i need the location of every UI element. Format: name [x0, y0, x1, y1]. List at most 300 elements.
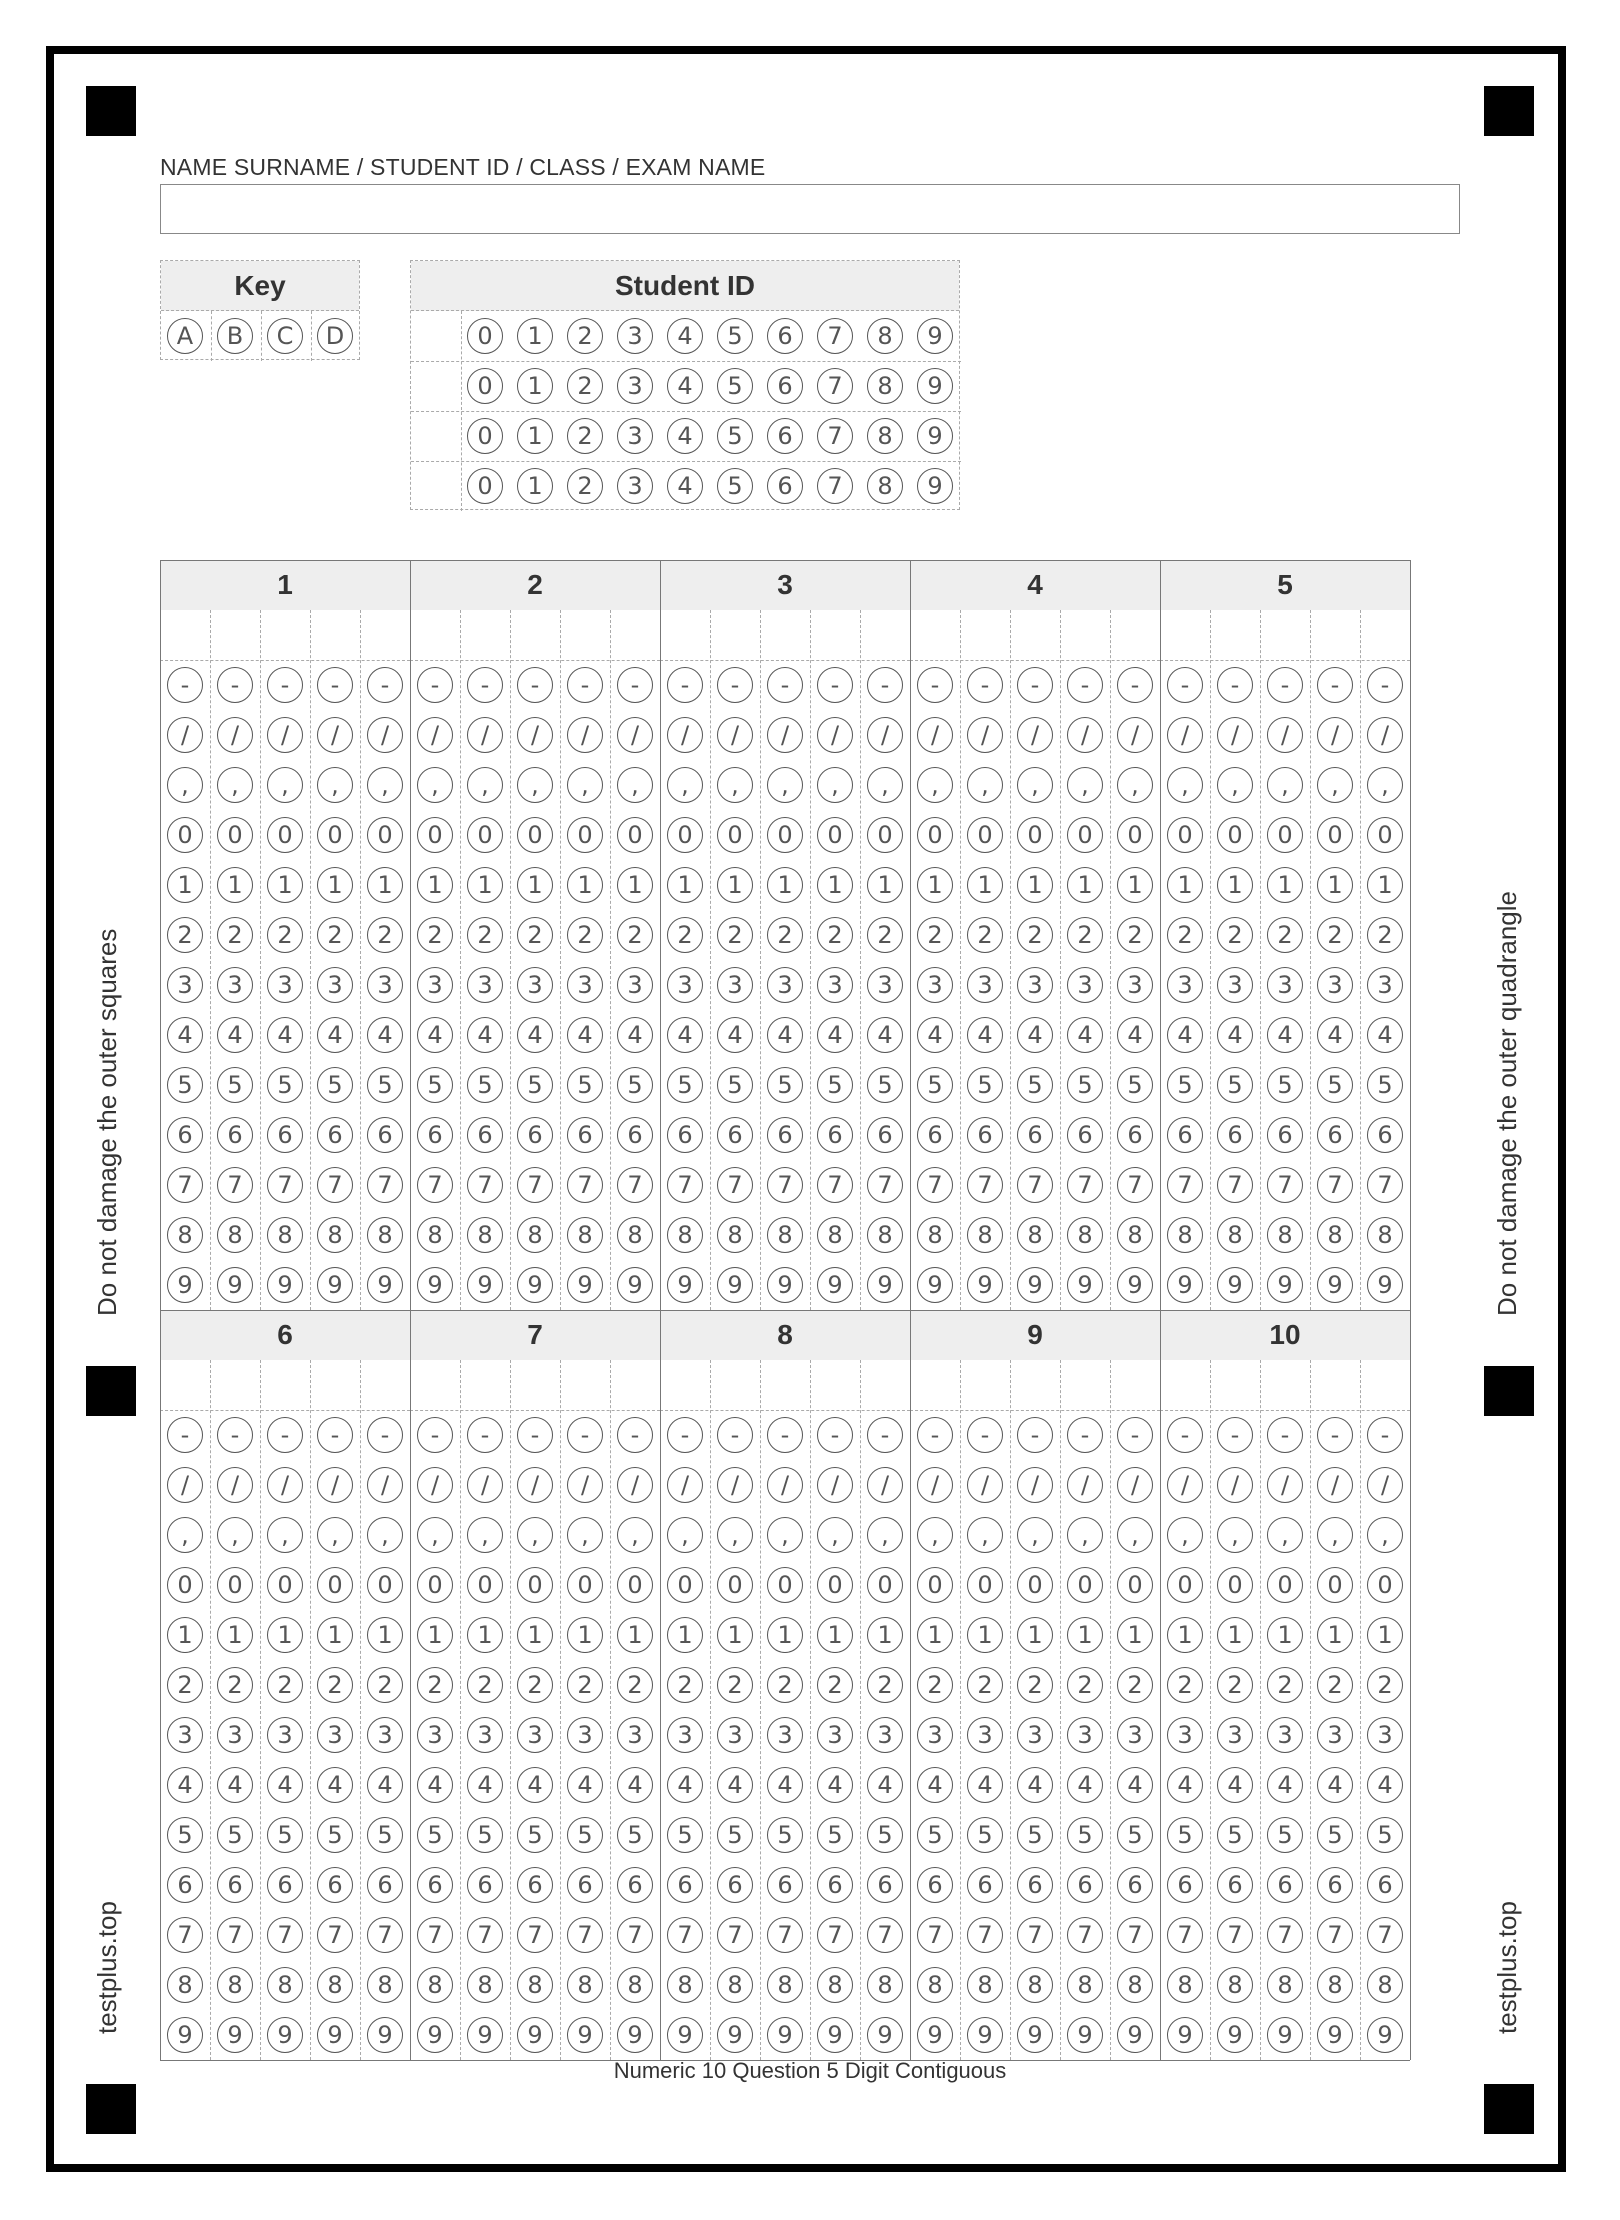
answer-bubble[interactable]: 7	[967, 1167, 1003, 1203]
answer-bubble[interactable]: 4	[167, 1017, 203, 1053]
answer-bubble[interactable]: 4	[417, 1767, 453, 1803]
answer-bubble[interactable]: 8	[617, 1967, 653, 2003]
answer-bubble[interactable]: 7	[817, 1167, 853, 1203]
answer-bubble[interactable]: 3	[467, 967, 503, 1003]
answer-bubble[interactable]: ,	[567, 1517, 603, 1553]
answer-bubble[interactable]: 7	[267, 1917, 303, 1953]
answer-bubble[interactable]: 8	[517, 1217, 553, 1253]
answer-bubble[interactable]: 4	[667, 1017, 703, 1053]
answer-bubble[interactable]: 7	[867, 1167, 903, 1203]
answer-bubble[interactable]: 7	[867, 1917, 903, 1953]
key-bubble-c[interactable]: C	[267, 318, 303, 354]
answer-bubble[interactable]: 5	[217, 1817, 253, 1853]
answer-bubble[interactable]: 9	[1017, 2017, 1053, 2053]
answer-bubble[interactable]: 2	[1367, 1667, 1403, 1703]
answer-bubble[interactable]: ,	[1017, 1517, 1053, 1553]
answer-bubble[interactable]: 6	[1317, 1867, 1353, 1903]
student-id-bubble[interactable]: 6	[767, 418, 803, 454]
answer-bubble[interactable]: 1	[717, 1617, 753, 1653]
answer-bubble[interactable]: 5	[517, 1817, 553, 1853]
answer-write-cell[interactable]	[1010, 610, 1060, 660]
answer-bubble[interactable]: /	[917, 1467, 953, 1503]
answer-bubble[interactable]: 5	[167, 1067, 203, 1103]
answer-bubble[interactable]: /	[1017, 1467, 1053, 1503]
answer-bubble[interactable]: 2	[1217, 1667, 1253, 1703]
answer-bubble[interactable]: 6	[1217, 1117, 1253, 1153]
answer-bubble[interactable]: 5	[717, 1067, 753, 1103]
answer-bubble[interactable]: ,	[417, 767, 453, 803]
answer-bubble[interactable]: 3	[1167, 1717, 1203, 1753]
answer-bubble[interactable]: 9	[1367, 1267, 1403, 1303]
answer-bubble[interactable]: 3	[1267, 967, 1303, 1003]
answer-bubble[interactable]: 2	[1367, 917, 1403, 953]
answer-bubble[interactable]: 5	[167, 1817, 203, 1853]
answer-bubble[interactable]: 0	[1217, 1567, 1253, 1603]
answer-bubble[interactable]: 0	[317, 1567, 353, 1603]
answer-bubble[interactable]: /	[1367, 1467, 1403, 1503]
answer-bubble[interactable]: 5	[467, 1817, 503, 1853]
answer-bubble[interactable]: 6	[167, 1117, 203, 1153]
answer-bubble[interactable]: -	[167, 667, 203, 703]
answer-bubble[interactable]: 6	[367, 1117, 403, 1153]
answer-bubble[interactable]: 8	[167, 1967, 203, 2003]
answer-write-cell[interactable]	[1210, 1360, 1260, 1410]
answer-bubble[interactable]: 5	[1017, 1067, 1053, 1103]
answer-bubble[interactable]: 4	[1217, 1017, 1253, 1053]
answer-bubble[interactable]: 7	[467, 1167, 503, 1203]
student-id-bubble[interactable]: 1	[517, 418, 553, 454]
answer-bubble[interactable]: 4	[967, 1017, 1003, 1053]
answer-bubble[interactable]: 4	[1267, 1017, 1303, 1053]
answer-bubble[interactable]: 8	[467, 1967, 503, 2003]
answer-bubble[interactable]: 3	[867, 967, 903, 1003]
answer-bubble[interactable]: 1	[167, 867, 203, 903]
answer-bubble[interactable]: 0	[367, 817, 403, 853]
answer-bubble[interactable]: 2	[917, 1667, 953, 1703]
student-id-bubble[interactable]: 9	[917, 418, 953, 454]
answer-bubble[interactable]: 8	[267, 1217, 303, 1253]
answer-bubble[interactable]: -	[467, 667, 503, 703]
answer-bubble[interactable]: 9	[267, 1267, 303, 1303]
answer-bubble[interactable]: 5	[667, 1817, 703, 1853]
student-id-bubble[interactable]: 3	[617, 468, 653, 504]
answer-bubble[interactable]: /	[467, 1467, 503, 1503]
answer-bubble[interactable]: 7	[617, 1167, 653, 1203]
answer-bubble[interactable]: 6	[1117, 1867, 1153, 1903]
answer-bubble[interactable]: -	[617, 667, 653, 703]
answer-bubble[interactable]: ,	[267, 767, 303, 803]
answer-bubble[interactable]: 7	[467, 1917, 503, 1953]
answer-bubble[interactable]: ,	[967, 767, 1003, 803]
answer-bubble[interactable]: 1	[1217, 1617, 1253, 1653]
answer-bubble[interactable]: 7	[167, 1167, 203, 1203]
answer-bubble[interactable]: /	[417, 717, 453, 753]
answer-bubble[interactable]: -	[1117, 667, 1153, 703]
student-id-write-cell[interactable]	[411, 311, 461, 361]
answer-bubble[interactable]: 8	[1017, 1217, 1053, 1253]
answer-write-cell[interactable]	[360, 1360, 410, 1410]
answer-bubble[interactable]: 1	[367, 1617, 403, 1653]
answer-bubble[interactable]: ,	[717, 767, 753, 803]
student-id-bubble[interactable]: 5	[717, 468, 753, 504]
answer-bubble[interactable]: 5	[917, 1067, 953, 1103]
answer-bubble[interactable]: 4	[967, 1767, 1003, 1803]
answer-bubble[interactable]: 0	[1067, 817, 1103, 853]
answer-bubble[interactable]: 2	[1117, 1667, 1153, 1703]
student-id-write-cell[interactable]	[411, 461, 461, 511]
answer-bubble[interactable]: 2	[817, 1667, 853, 1703]
answer-bubble[interactable]: 0	[1117, 817, 1153, 853]
student-id-bubble[interactable]: 4	[667, 368, 703, 404]
answer-bubble[interactable]: 7	[217, 1167, 253, 1203]
answer-write-cell[interactable]	[910, 1360, 960, 1410]
answer-bubble[interactable]: 5	[617, 1817, 653, 1853]
answer-bubble[interactable]: 0	[967, 1567, 1003, 1603]
answer-bubble[interactable]: 2	[167, 1667, 203, 1703]
answer-bubble[interactable]: 0	[1317, 817, 1353, 853]
answer-bubble[interactable]: ,	[967, 1517, 1003, 1553]
answer-bubble[interactable]: 4	[1217, 1767, 1253, 1803]
answer-bubble[interactable]: ,	[1217, 767, 1253, 803]
answer-bubble[interactable]: 9	[517, 1267, 553, 1303]
answer-bubble[interactable]: -	[767, 667, 803, 703]
answer-bubble[interactable]: 6	[867, 1867, 903, 1903]
answer-bubble[interactable]: 7	[767, 1167, 803, 1203]
answer-bubble[interactable]: 0	[967, 817, 1003, 853]
answer-bubble[interactable]: /	[567, 717, 603, 753]
answer-bubble[interactable]: 1	[767, 867, 803, 903]
answer-write-cell[interactable]	[660, 610, 710, 660]
answer-bubble[interactable]: 5	[1217, 1817, 1253, 1853]
answer-bubble[interactable]: 3	[967, 967, 1003, 1003]
answer-bubble[interactable]: /	[217, 1467, 253, 1503]
answer-bubble[interactable]: 4	[467, 1767, 503, 1803]
answer-bubble[interactable]: -	[1067, 1417, 1103, 1453]
answer-bubble[interactable]: 0	[167, 1567, 203, 1603]
student-id-bubble[interactable]: 3	[617, 368, 653, 404]
answer-bubble[interactable]: 0	[917, 817, 953, 853]
answer-bubble[interactable]: 9	[217, 2017, 253, 2053]
student-id-bubble[interactable]: 5	[717, 418, 753, 454]
answer-bubble[interactable]: /	[1117, 1467, 1153, 1503]
answer-bubble[interactable]: /	[167, 717, 203, 753]
answer-bubble[interactable]: /	[867, 717, 903, 753]
answer-bubble[interactable]: 4	[317, 1767, 353, 1803]
answer-bubble[interactable]: 2	[1267, 917, 1303, 953]
answer-bubble[interactable]: 9	[167, 2017, 203, 2053]
answer-bubble[interactable]: /	[867, 1467, 903, 1503]
answer-bubble[interactable]: 0	[767, 817, 803, 853]
answer-bubble[interactable]: /	[617, 717, 653, 753]
answer-bubble[interactable]: -	[167, 1417, 203, 1453]
answer-bubble[interactable]: -	[967, 667, 1003, 703]
answer-bubble[interactable]: /	[317, 717, 353, 753]
answer-bubble[interactable]: /	[917, 717, 953, 753]
answer-bubble[interactable]: 9	[1167, 1267, 1203, 1303]
answer-bubble[interactable]: 7	[267, 1167, 303, 1203]
answer-bubble[interactable]: ,	[267, 1517, 303, 1553]
answer-bubble[interactable]: 7	[1017, 1167, 1053, 1203]
answer-bubble[interactable]: 8	[917, 1967, 953, 2003]
answer-write-cell[interactable]	[460, 610, 510, 660]
answer-bubble[interactable]: 5	[1117, 1067, 1153, 1103]
answer-bubble[interactable]: 7	[1267, 1167, 1303, 1203]
answer-bubble[interactable]: 4	[1367, 1017, 1403, 1053]
answer-bubble[interactable]: 8	[217, 1967, 253, 2003]
answer-bubble[interactable]: 4	[617, 1017, 653, 1053]
answer-bubble[interactable]: 4	[317, 1017, 353, 1053]
answer-write-cell[interactable]	[360, 610, 410, 660]
answer-bubble[interactable]: ,	[167, 767, 203, 803]
answer-bubble[interactable]: 2	[267, 1667, 303, 1703]
answer-bubble[interactable]: 3	[1217, 1717, 1253, 1753]
answer-write-cell[interactable]	[1060, 1360, 1110, 1410]
answer-bubble[interactable]: ,	[717, 1517, 753, 1553]
answer-bubble[interactable]: 6	[317, 1117, 353, 1153]
answer-bubble[interactable]: 1	[267, 867, 303, 903]
answer-bubble[interactable]: /	[667, 717, 703, 753]
answer-write-cell[interactable]	[410, 610, 460, 660]
answer-bubble[interactable]: 0	[517, 1567, 553, 1603]
answer-bubble[interactable]: ,	[1367, 767, 1403, 803]
answer-bubble[interactable]: 6	[617, 1867, 653, 1903]
answer-bubble[interactable]: -	[1167, 1417, 1203, 1453]
answer-bubble[interactable]: 4	[517, 1767, 553, 1803]
answer-bubble[interactable]: 2	[767, 1667, 803, 1703]
answer-bubble[interactable]: ,	[517, 1517, 553, 1553]
answer-bubble[interactable]: 7	[1117, 1167, 1153, 1203]
answer-bubble[interactable]: ,	[1317, 1517, 1353, 1553]
answer-bubble[interactable]: 0	[1267, 817, 1303, 853]
answer-bubble[interactable]: 3	[667, 967, 703, 1003]
answer-bubble[interactable]: 9	[867, 1267, 903, 1303]
answer-bubble[interactable]: 0	[867, 817, 903, 853]
answer-bubble[interactable]: 8	[717, 1967, 753, 2003]
answer-bubble[interactable]: 1	[1267, 1617, 1303, 1653]
answer-bubble[interactable]: -	[717, 667, 753, 703]
answer-bubble[interactable]: -	[567, 1417, 603, 1453]
answer-bubble[interactable]: 8	[767, 1967, 803, 2003]
answer-bubble[interactable]: 0	[1217, 817, 1253, 853]
answer-bubble[interactable]: 6	[1117, 1117, 1153, 1153]
answer-bubble[interactable]: 6	[817, 1117, 853, 1153]
answer-bubble[interactable]: 9	[667, 2017, 703, 2053]
answer-bubble[interactable]: 9	[1217, 2017, 1253, 2053]
answer-bubble[interactable]: 9	[467, 1267, 503, 1303]
answer-bubble[interactable]: 9	[767, 1267, 803, 1303]
answer-bubble[interactable]: 3	[1017, 1717, 1053, 1753]
answer-bubble[interactable]: /	[217, 717, 253, 753]
answer-bubble[interactable]: /	[717, 1467, 753, 1503]
answer-bubble[interactable]: 7	[617, 1917, 653, 1953]
answer-bubble[interactable]: 5	[817, 1817, 853, 1853]
answer-write-cell[interactable]	[1360, 1360, 1410, 1410]
answer-bubble[interactable]: 7	[317, 1167, 353, 1203]
answer-bubble[interactable]: 1	[1167, 867, 1203, 903]
answer-bubble[interactable]: ,	[367, 767, 403, 803]
answer-write-cell[interactable]	[760, 1360, 810, 1410]
answer-bubble[interactable]: 6	[767, 1867, 803, 1903]
answer-bubble[interactable]: 8	[1317, 1967, 1353, 2003]
answer-bubble[interactable]: 8	[1117, 1967, 1153, 2003]
answer-bubble[interactable]: 7	[1367, 1917, 1403, 1953]
answer-bubble[interactable]: 1	[217, 867, 253, 903]
student-id-bubble[interactable]: 0	[467, 368, 503, 404]
answer-bubble[interactable]: 1	[817, 867, 853, 903]
answer-bubble[interactable]: 3	[667, 1717, 703, 1753]
answer-bubble[interactable]: 3	[367, 1717, 403, 1753]
answer-bubble[interactable]: /	[1167, 1467, 1203, 1503]
answer-bubble[interactable]: ,	[1267, 1517, 1303, 1553]
answer-bubble[interactable]: 2	[1217, 917, 1253, 953]
answer-bubble[interactable]: 9	[1217, 1267, 1253, 1303]
answer-bubble[interactable]: 3	[1317, 967, 1353, 1003]
answer-bubble[interactable]: 4	[567, 1017, 603, 1053]
answer-bubble[interactable]: 9	[1367, 2017, 1403, 2053]
answer-bubble[interactable]: -	[817, 667, 853, 703]
answer-bubble[interactable]: ,	[417, 1517, 453, 1553]
student-id-bubble[interactable]: 0	[467, 468, 503, 504]
answer-bubble[interactable]: 0	[817, 817, 853, 853]
answer-bubble[interactable]: -	[267, 667, 303, 703]
answer-bubble[interactable]: 8	[167, 1217, 203, 1253]
answer-bubble[interactable]: 6	[767, 1117, 803, 1153]
answer-bubble[interactable]: 1	[967, 867, 1003, 903]
answer-bubble[interactable]: 7	[767, 1917, 803, 1953]
answer-write-cell[interactable]	[210, 1360, 260, 1410]
answer-bubble[interactable]: 6	[1367, 1867, 1403, 1903]
answer-bubble[interactable]: 3	[767, 967, 803, 1003]
answer-write-cell[interactable]	[410, 1360, 460, 1410]
answer-write-cell[interactable]	[310, 610, 360, 660]
answer-bubble[interactable]: 1	[517, 867, 553, 903]
answer-bubble[interactable]: ,	[1067, 767, 1103, 803]
student-id-bubble[interactable]: 8	[867, 318, 903, 354]
answer-bubble[interactable]: 2	[617, 917, 653, 953]
answer-bubble[interactable]: /	[767, 717, 803, 753]
answer-bubble[interactable]: -	[1167, 667, 1203, 703]
answer-bubble[interactable]: 2	[617, 1667, 653, 1703]
answer-bubble[interactable]: 9	[417, 2017, 453, 2053]
answer-bubble[interactable]: 6	[267, 1867, 303, 1903]
answer-bubble[interactable]: 6	[1217, 1867, 1253, 1903]
answer-bubble[interactable]: 6	[1367, 1117, 1403, 1153]
answer-bubble[interactable]: 2	[217, 1667, 253, 1703]
student-id-bubble[interactable]: 3	[617, 418, 653, 454]
answer-bubble[interactable]: 6	[317, 1867, 353, 1903]
answer-write-cell[interactable]	[960, 1360, 1010, 1410]
answer-bubble[interactable]: 5	[567, 1817, 603, 1853]
answer-bubble[interactable]: 4	[917, 1767, 953, 1803]
answer-bubble[interactable]: 3	[1067, 967, 1103, 1003]
answer-bubble[interactable]: 3	[817, 1717, 853, 1753]
answer-bubble[interactable]: 4	[1167, 1767, 1203, 1803]
answer-bubble[interactable]: 0	[1317, 1567, 1353, 1603]
answer-bubble[interactable]: 9	[817, 1267, 853, 1303]
answer-bubble[interactable]: /	[517, 1467, 553, 1503]
answer-bubble[interactable]: 7	[1017, 1917, 1053, 1953]
answer-bubble[interactable]: /	[1367, 717, 1403, 753]
answer-bubble[interactable]: 4	[1067, 1017, 1103, 1053]
answer-bubble[interactable]: ,	[1117, 767, 1153, 803]
answer-bubble[interactable]: 5	[417, 1067, 453, 1103]
answer-bubble[interactable]: 5	[1117, 1817, 1153, 1853]
answer-bubble[interactable]: 3	[567, 1717, 603, 1753]
answer-bubble[interactable]: 8	[567, 1217, 603, 1253]
answer-bubble[interactable]: /	[817, 1467, 853, 1503]
answer-bubble[interactable]: 2	[567, 1667, 603, 1703]
student-id-bubble[interactable]: 6	[767, 468, 803, 504]
answer-bubble[interactable]: 7	[1217, 1917, 1253, 1953]
answer-bubble[interactable]: 7	[1167, 1167, 1203, 1203]
answer-bubble[interactable]: ,	[1317, 767, 1353, 803]
answer-bubble[interactable]: 2	[1317, 917, 1353, 953]
answer-bubble[interactable]: 7	[567, 1167, 603, 1203]
answer-bubble[interactable]: 1	[517, 1617, 553, 1653]
answer-bubble[interactable]: /	[367, 717, 403, 753]
answer-bubble[interactable]: 4	[267, 1017, 303, 1053]
answer-bubble[interactable]: 9	[317, 1267, 353, 1303]
answer-bubble[interactable]: 1	[617, 1617, 653, 1653]
answer-write-cell[interactable]	[160, 610, 210, 660]
answer-bubble[interactable]: /	[1017, 717, 1053, 753]
answer-bubble[interactable]: 7	[667, 1917, 703, 1953]
answer-bubble[interactable]: 2	[1067, 917, 1103, 953]
answer-bubble[interactable]: ,	[1267, 767, 1303, 803]
answer-bubble[interactable]: 9	[867, 2017, 903, 2053]
answer-bubble[interactable]: /	[1117, 717, 1153, 753]
answer-bubble[interactable]: 8	[767, 1217, 803, 1253]
answer-bubble[interactable]: 4	[767, 1017, 803, 1053]
answer-bubble[interactable]: ,	[217, 767, 253, 803]
answer-bubble[interactable]: /	[1317, 717, 1353, 753]
answer-bubble[interactable]: 2	[1167, 1667, 1203, 1703]
answer-bubble[interactable]: 6	[717, 1867, 753, 1903]
answer-bubble[interactable]: 0	[667, 1567, 703, 1603]
answer-bubble[interactable]: -	[867, 1417, 903, 1453]
answer-bubble[interactable]: 3	[167, 1717, 203, 1753]
student-id-bubble[interactable]: 9	[917, 468, 953, 504]
answer-bubble[interactable]: -	[567, 667, 603, 703]
answer-bubble[interactable]: 3	[967, 1717, 1003, 1753]
answer-bubble[interactable]: 3	[1267, 1717, 1303, 1753]
student-id-bubble[interactable]: 0	[467, 318, 503, 354]
answer-bubble[interactable]: 8	[417, 1967, 453, 2003]
answer-bubble[interactable]: 8	[1117, 1217, 1153, 1253]
answer-bubble[interactable]: -	[1317, 1417, 1353, 1453]
answer-bubble[interactable]: 1	[567, 867, 603, 903]
answer-bubble[interactable]: 3	[817, 967, 853, 1003]
answer-write-cell[interactable]	[1160, 1360, 1210, 1410]
answer-bubble[interactable]: 4	[767, 1767, 803, 1803]
answer-write-cell[interactable]	[560, 1360, 610, 1410]
answer-bubble[interactable]: 9	[917, 2017, 953, 2053]
answer-bubble[interactable]: 7	[917, 1167, 953, 1203]
answer-bubble[interactable]: 5	[1167, 1817, 1203, 1853]
answer-bubble[interactable]: 0	[367, 1567, 403, 1603]
answer-write-cell[interactable]	[510, 610, 560, 660]
answer-bubble[interactable]: 8	[1217, 1217, 1253, 1253]
answer-bubble[interactable]: 3	[317, 967, 353, 1003]
answer-bubble[interactable]: 0	[1117, 1567, 1153, 1603]
answer-bubble[interactable]: 0	[217, 1567, 253, 1603]
answer-bubble[interactable]: -	[367, 667, 403, 703]
student-id-bubble[interactable]: 1	[517, 368, 553, 404]
answer-bubble[interactable]: 3	[867, 1717, 903, 1753]
answer-bubble[interactable]: 7	[1317, 1167, 1353, 1203]
answer-bubble[interactable]: 5	[1217, 1067, 1253, 1103]
answer-bubble[interactable]: ,	[617, 1517, 653, 1553]
